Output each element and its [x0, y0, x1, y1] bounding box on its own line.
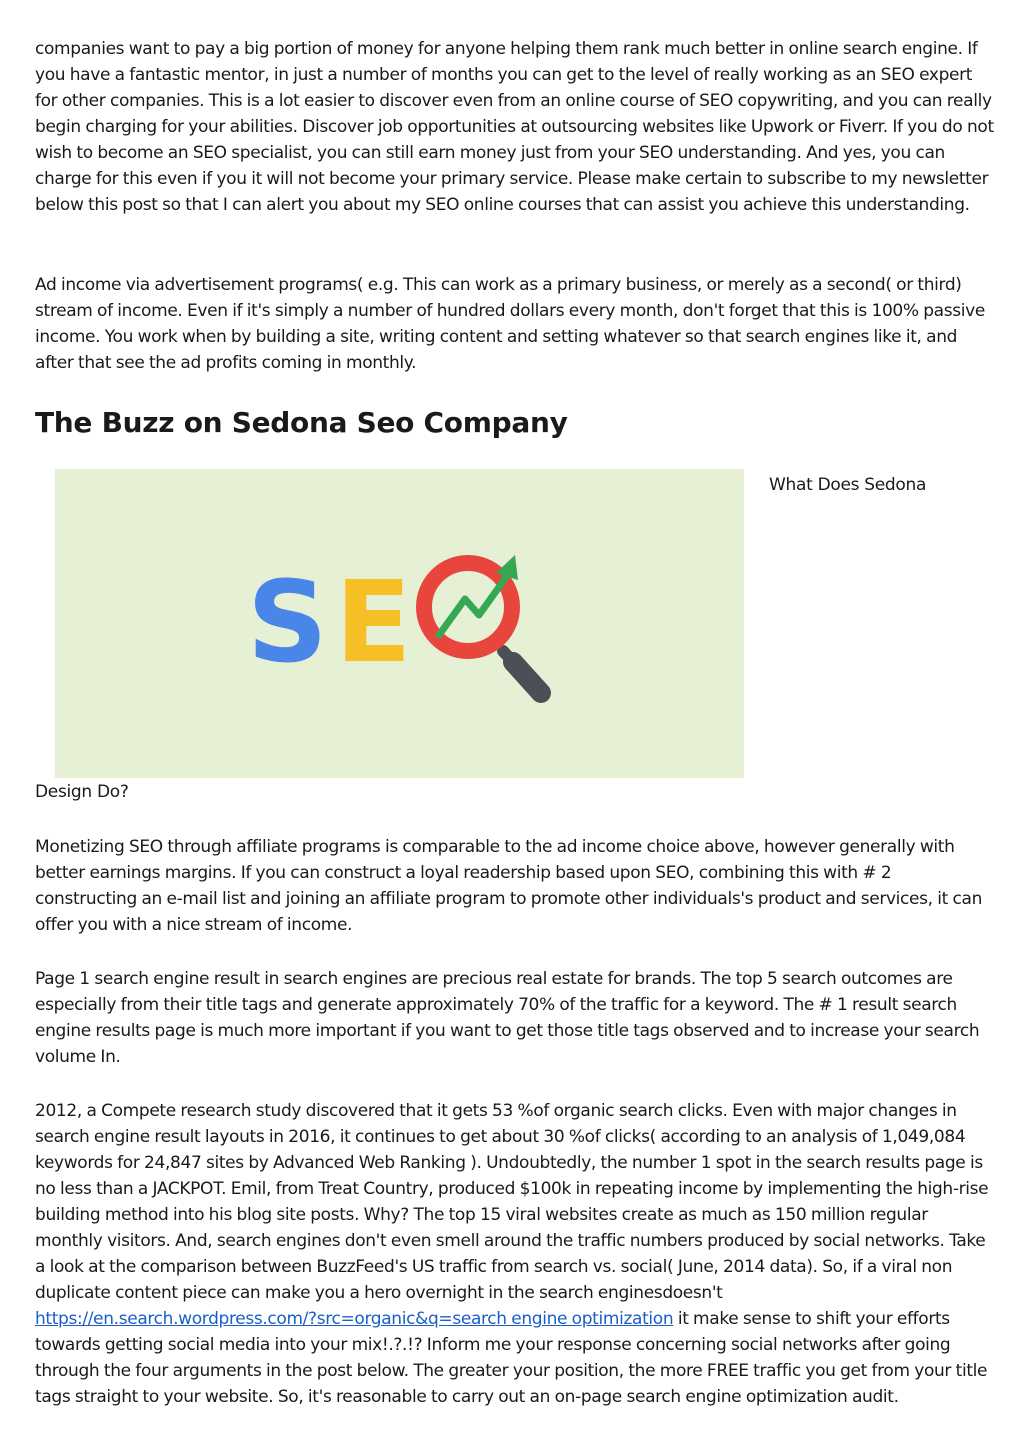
paragraph-seo-expert: companies want to pay a big portion of money for anyone helping them rank much better in online search engine. If you have a fantastic mentor, in just a number of months you can get to the level of really working as an SEO expert for other companies. This is a lot easier to discover even from an online course of SEO copywriting, and you can really begin charging for your abilities. Discover job opportunities at outsourcing websites like Upwork or Fiverr. If you do not wish to become an SEO specialist, you can still earn money just from your SEO understanding. And yes, you can charge for this even if you it will not become your primary service. Please make certain to subscribe to my newsletter below this post so that I can alert you about my SEO online courses that can assist you achieve this understanding. [35, 39, 994, 215]
image-caption-end: Design Do? [35, 782, 129, 802]
image-caption-start: What Does Sedona [769, 475, 927, 495]
paragraph-ad-income: Ad income via advertisement programs( e.g. This can work as a primary business, or merely as a second( or third) stream of income. Even if it's simply a number of hundred dollars every month, don't forget that this is 100% passive income. You work when by building a site, writing content and setting whatever so that search engines like it, and after that see the ad profits coming in monthly. [35, 275, 985, 373]
seo-logo-graphic [55, 469, 744, 778]
paragraph-compete-study [35, 1098, 995, 1410]
search-wordpress-link[interactable]: https://en.search.wordpress.com/?src=organic&q=search engine optimization [35, 1309, 674, 1329]
seo-letter-e: E [335, 558, 412, 688]
magnifier-trend-icon [424, 555, 541, 693]
paragraph-page-one: Page 1 search engine result in search engines are precious real estate for brands. The top 5 search outcomes are especially from their title tags and generate approximately 70% of the traffic for a keyword. The # 1 result search engine results page is much more important if you want to get those title tags observed and to increase your search volume In. [35, 969, 980, 1067]
section-heading: The Buzz on Sedona Seo Company [35, 406, 568, 439]
seo-letter-s: S [247, 558, 328, 688]
seo-illustration [55, 469, 744, 778]
paragraph-affiliate: Monetizing SEO through affiliate programs is comparable to the ad income choice above, however generally with better earnings margins. If you can construct a loyal readership based upon SEO, combining this with # 2 constructing an e-mail list and joining an affiliate program to promote other individuals's product and services, it can offer you with a nice stream of income. [35, 837, 982, 935]
paragraph-text-before-link: 2012, a Compete research study discovered that it gets 53 %of organic search clicks. Even with major changes in search engine result layouts in 2016, it continues to get about 30 %of clicks( according to an analysis of 1,049,084 keywords for 24,847 sites by Advanced Web Ranking ). Undoubtedly, the number 1 spot in the search results page is no less than a JACKPOT. Emil, from Treat Country, produced $100k in repeating income by implementing the high-rise building method into his blog site posts. Why? The top 15 viral websites create as much as 150 million regular monthly visitors. And, search engines don't even smell around the traffic numbers produced by social networks. Take a look at the comparison between BuzzFeed's US traffic from search vs. social( June, 2014 data). So, if a viral non duplicate content piece can make you a hero overnight in the search enginesdoesn't [35, 1101, 989, 1303]
paragraph-text-after-link: it make sense to shift your efforts towards getting social media into your mix!.?.!? Inform me your response concerning social networks after going through the four arguments in the post below. The greater your position, the more FREE traffic you get from your title tags straight to your website. So, it's reasonable to carry out an on-page search engine optimization audit. [35, 1309, 988, 1407]
